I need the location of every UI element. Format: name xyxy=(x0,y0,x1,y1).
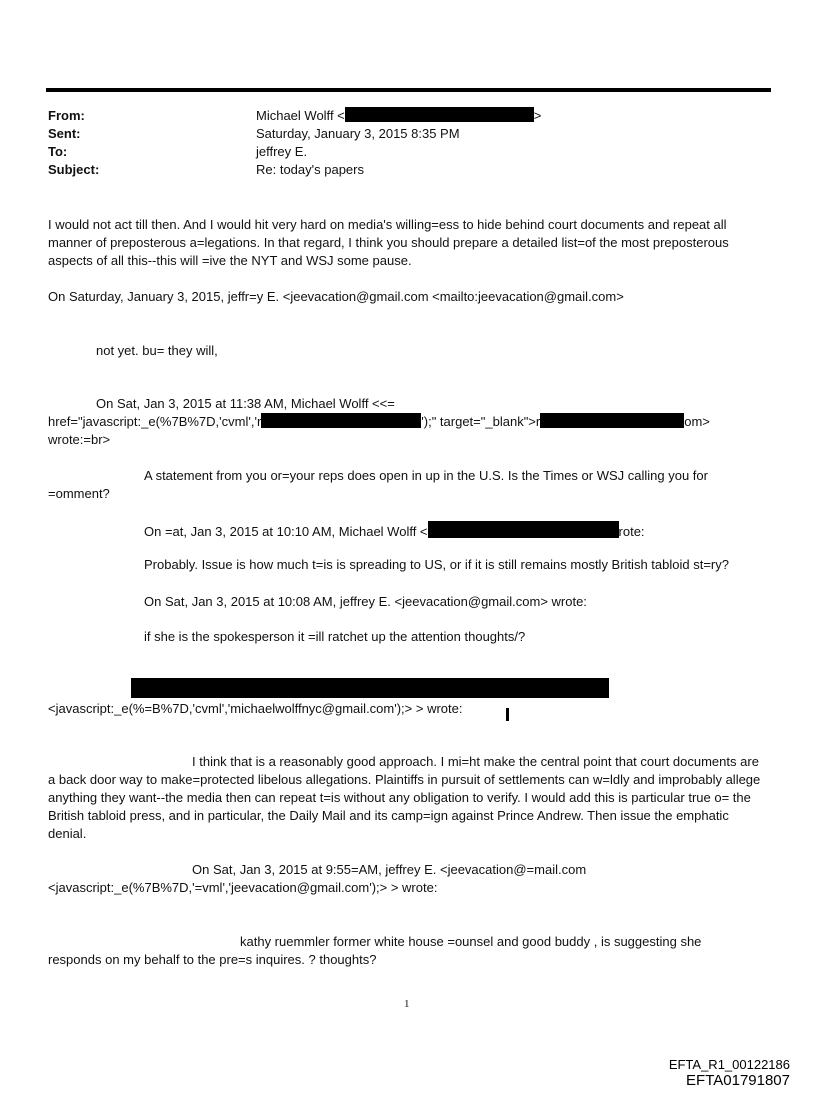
from-name: Michael Wolff < xyxy=(256,108,345,123)
footer-id-1: EFTA_R1_00122186 xyxy=(668,1057,790,1072)
p11-rest: are a back door way to make=protected libelous allegations. Plaintiffs in pursuit of settlements can w=ldly and improbably allege anything they want--the media then can repeat t=is without any obligation to verify. I would add this is particular true o= the British tabloid press, and in particular, the Daily Mail and its camp=ign against Prince Andrew. Then issue the emphatic denial. xyxy=(48,754,761,841)
body-paragraph-8: On Sat, Jan 3, 2015 at 10:08 AM, jeffrey E. <jeevacation@gmail.com> wrote: xyxy=(144,594,587,609)
redaction-box xyxy=(428,521,619,538)
header-rule xyxy=(46,88,771,92)
footer-id-2: EFTA01791807 xyxy=(686,1072,790,1089)
body-paragraph-1: I would not act till then. And I would hit very hard on media's willing=ess to hide behind court documents and repeat all manner of preposterous a=legations. In that regard, I think you should prepare a detailed list=of the most preposterous aspects of all this--this will =ive the NYT and WSJ some pause. xyxy=(48,217,729,268)
body-paragraph-7: Probably. Issue is how much t=is is spreading to US, or if it is still remains mostly British tabloid st=ry? xyxy=(144,557,729,572)
redaction-box-large xyxy=(131,678,609,698)
body-paragraph-11 xyxy=(48,753,768,843)
body-paragraph-12b: <javascript:_e(%7B%7D,'=vml','jeevacation@gmail.com');> > wrote: xyxy=(48,880,438,895)
body-paragraph-6 xyxy=(144,521,645,541)
to-label: To: xyxy=(48,144,68,159)
quote-wrote-line: wrote:=br> xyxy=(48,432,111,447)
href-part-1: href="javascript:_e(%7B%7D,'cvml','r xyxy=(48,414,262,429)
p6-part-2: rote: xyxy=(618,524,645,539)
p6-part-1: On =at, Jan 3, 2015 at 10:10 AM, Michael Wolff < xyxy=(144,524,428,539)
body-paragraph-2: On Saturday, January 3, 2015, jeffr=y E. <jeevacation@gmail.com <mailto:jeevacation@gmail.com> xyxy=(48,289,624,304)
cursor-mark xyxy=(506,708,509,721)
from-value xyxy=(256,107,541,125)
sent-label: Sent: xyxy=(48,126,81,141)
sent-value: Saturday, January 3, 2015 8:35 PM xyxy=(256,126,460,141)
redaction-box xyxy=(261,413,421,428)
body-paragraph-13a: kathy ruemmler former white house =ounsel and good buddy , is suggesting she xyxy=(240,934,702,949)
quote-href-line xyxy=(48,413,710,431)
body-paragraph-13b: responds on my behalf to the pre=s inquires. ? thoughts? xyxy=(48,952,377,967)
body-paragraph-9: if she is the spokesperson it =ill ratchet up the attention thoughts/? xyxy=(144,629,526,644)
subject-value: Re: today's papers xyxy=(256,162,364,177)
href-part-2: ');" target="_blank">r xyxy=(421,414,541,429)
body-paragraph-10: <javascript:_e(%=B%7D,'cvml','michaelwolffnyc@gmail.com');> > wrote: xyxy=(48,701,463,716)
subject-label: Subject: xyxy=(48,162,100,177)
p11-first-line: I think that is a reasonably good approach. I mi=ht make the central point that court documents xyxy=(192,754,737,769)
from-label: From: xyxy=(48,108,85,123)
body-paragraph-3: not yet. bu= they will, xyxy=(96,343,218,358)
from-end: > xyxy=(533,108,542,123)
quote-header-line: On Sat, Jan 3, 2015 at 11:38 AM, Michael Wolff <<= xyxy=(96,396,395,411)
body-paragraph-5a: A statement from you or=your reps does open in up in the U.S. Is the Times or WSJ calling you for xyxy=(144,468,708,483)
to-value: jeffrey E. xyxy=(256,144,308,159)
redaction-box xyxy=(345,107,534,122)
page-number: 1 xyxy=(404,998,410,1010)
body-paragraph-12a: On Sat, Jan 3, 2015 at 9:55=AM, jeffrey E. <jeevacation@=mail.com xyxy=(192,862,587,877)
href-part-3: om> xyxy=(684,414,710,429)
redaction-box xyxy=(540,413,684,428)
body-paragraph-5b: =omment? xyxy=(48,486,110,501)
